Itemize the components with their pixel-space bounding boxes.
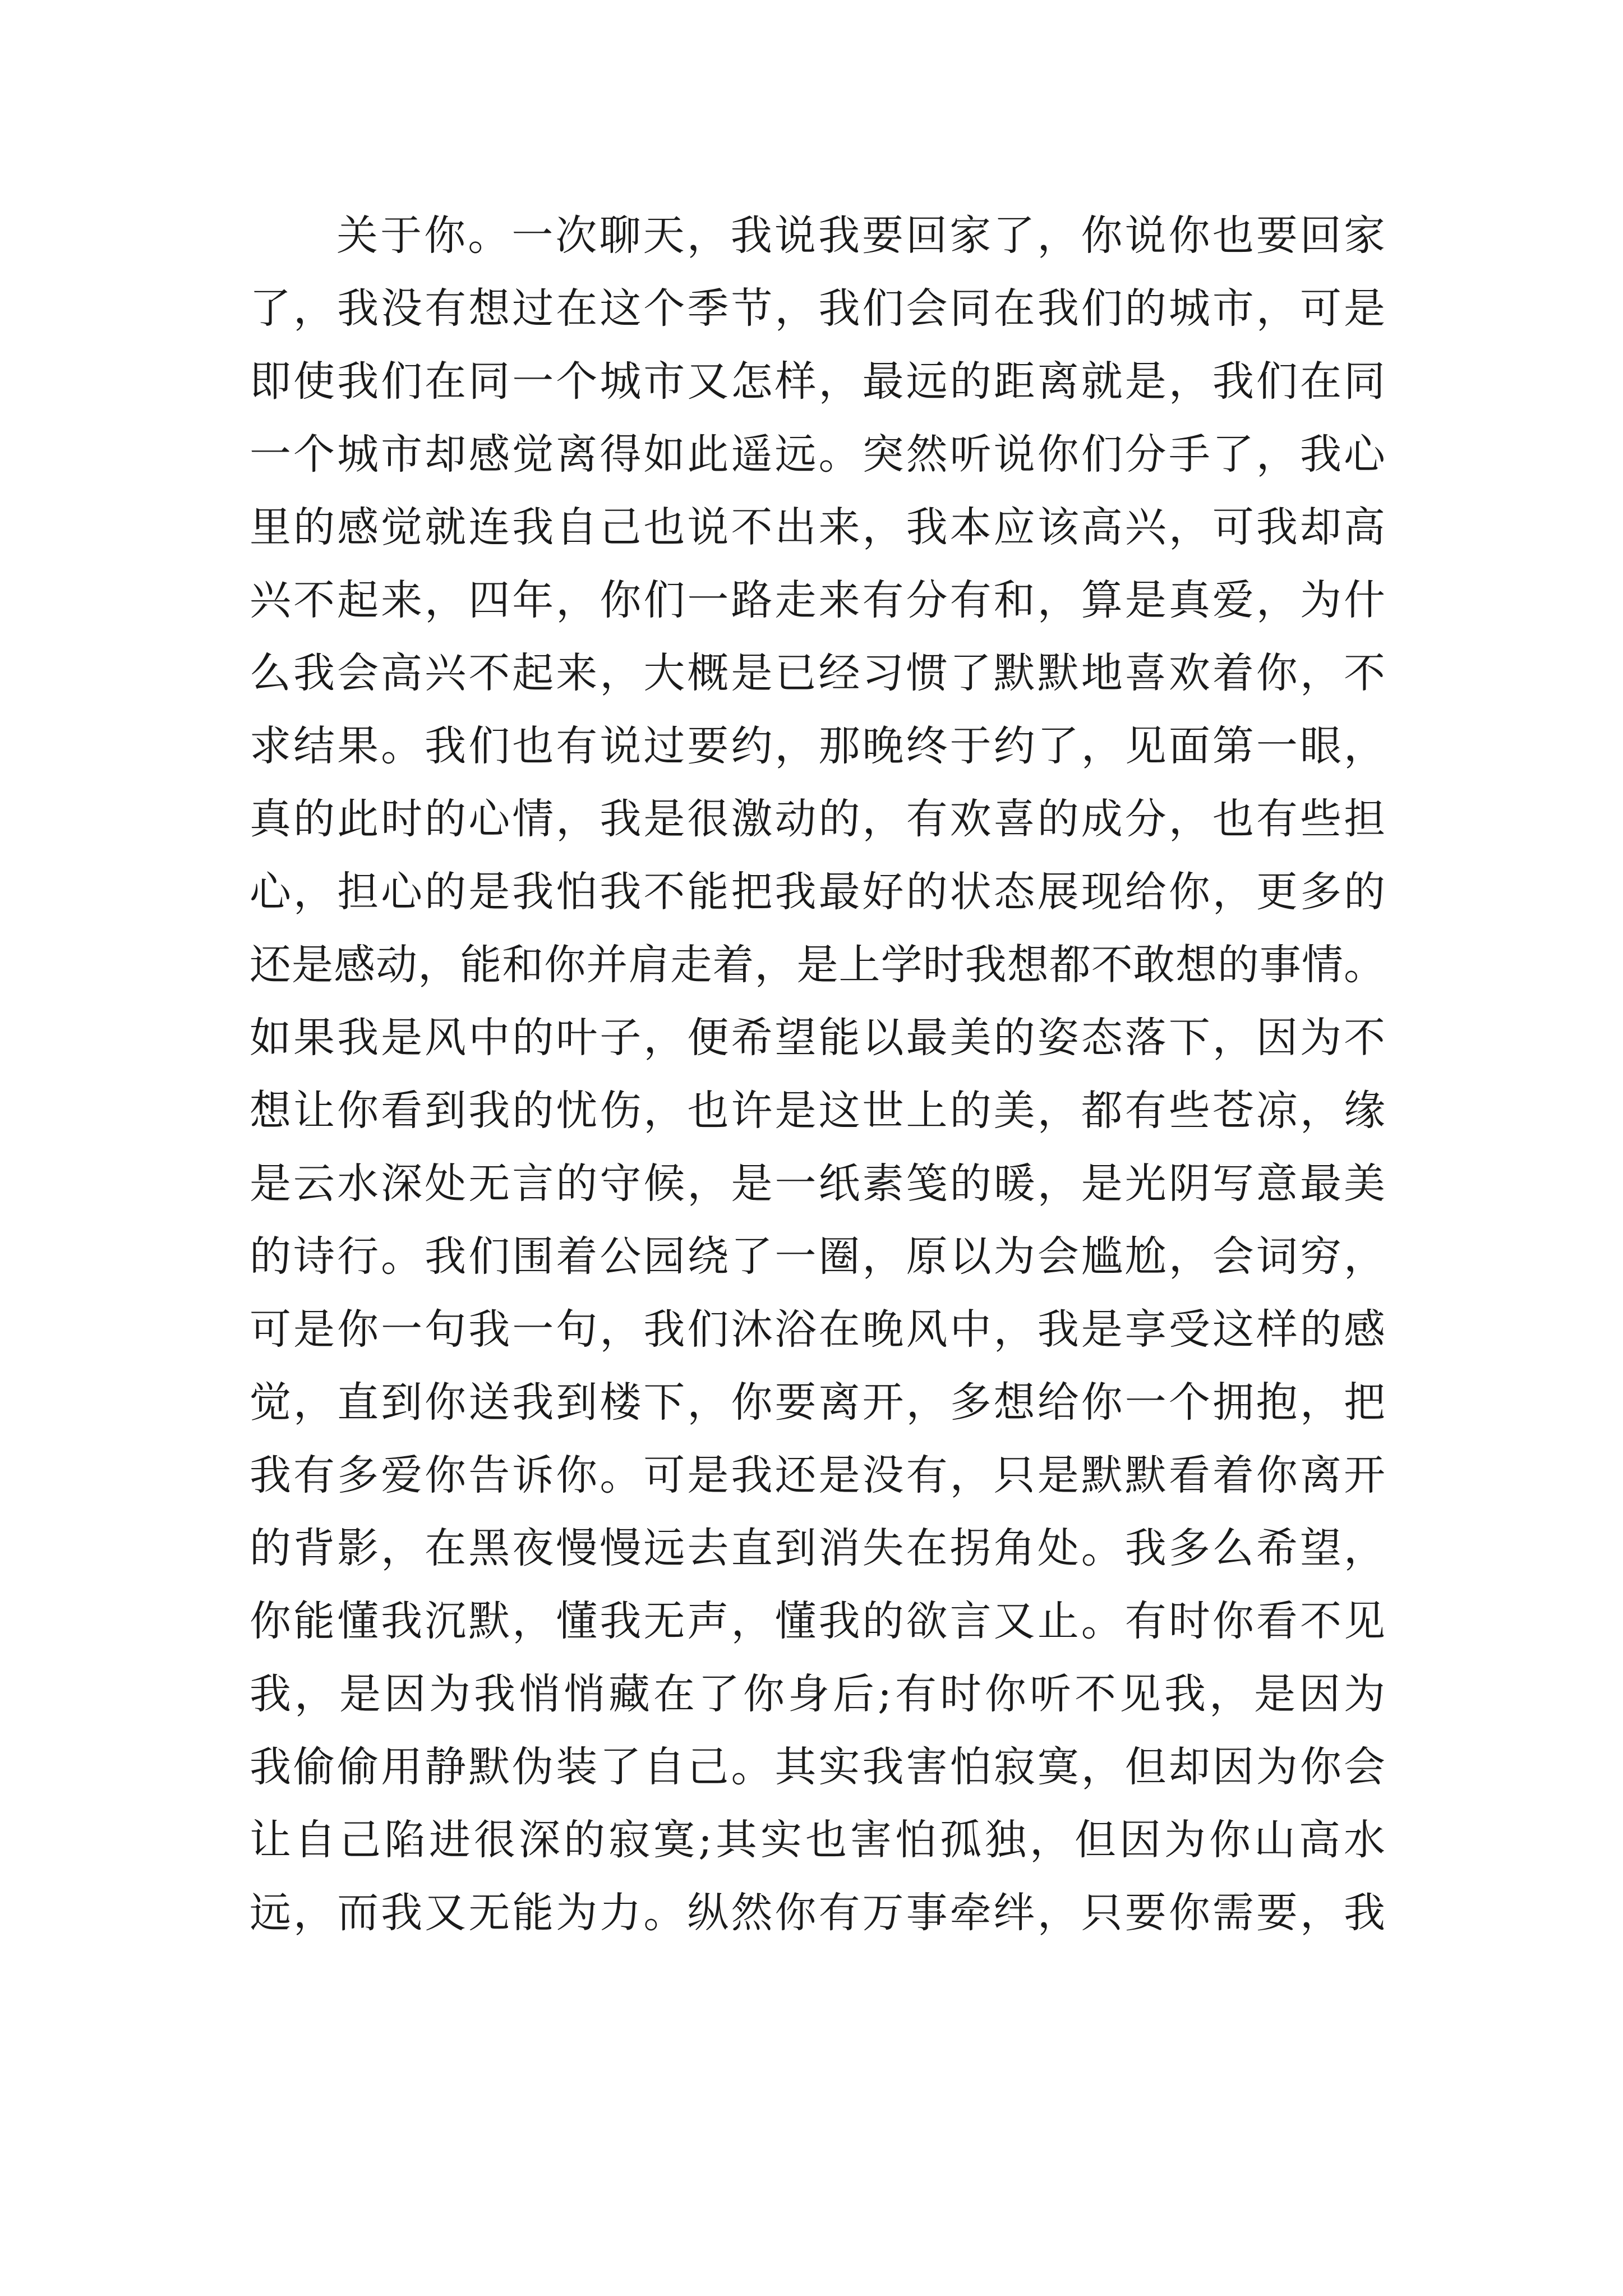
text-line: 是云水深处无言的守候，是一纸素笺的暖，是光阴写意最美	[250, 1159, 1385, 1208]
text-line: 你能懂我沉默，懂我无声，懂我的欲言又止。有时你看不见	[250, 1597, 1385, 1645]
text-line: 一个城市却感觉离得如此遥远。突然听说你们分手了，我心	[250, 430, 1385, 478]
text-line: 么我会高兴不起来，大概是已经习惯了默默地喜欢着你，不	[250, 649, 1385, 697]
text-line: 里的感觉就连我自己也说不出来，我本应该高兴，可我却高	[250, 503, 1385, 551]
text-line: 关于你。一次聊天，我说我要回家了，你说你也要回家	[336, 211, 1385, 260]
text-line: 可是你一句我一句，我们沐浴在晚风中，我是享受这样的感	[250, 1305, 1385, 1354]
text-line: 心，担心的是我怕我不能把我最好的状态展现给你，更多的	[250, 868, 1385, 916]
text-line: 我偷偷用静默伪装了自己。其实我害怕寂寞，但却因为你会	[250, 1743, 1385, 1791]
text-line: 了，我没有想过在这个季节，我们会同在我们的城市，可是	[250, 284, 1385, 333]
text-line: 觉，直到你送我到楼下，你要离开，多想给你一个拥抱，把	[250, 1378, 1385, 1427]
text-line: 还是感动，能和你并肩走着，是上学时我想都不敢想的事情。	[250, 941, 1385, 989]
text-line: 我，是因为我悄悄藏在了你身后;有时你听不见我，是因为	[250, 1670, 1385, 1718]
text-line: 的背影，在黑夜慢慢远去直到消失在拐角处。我多么希望，	[250, 1524, 1385, 1572]
text-line: 兴不起来，四年，你们一路走来有分有和，算是真爱，为什	[250, 576, 1385, 624]
text-line: 的诗行。我们围着公园绕了一圈，原以为会尴尬，会词穷，	[250, 1232, 1385, 1281]
text-line: 求结果。我们也有说过要约，那晚终于约了，见面第一眼，	[250, 722, 1385, 770]
text-line: 想让你看到我的忧伤，也许是这世上的美，都有些苍凉，缘	[250, 1087, 1385, 1135]
text-line: 真的此时的心情，我是很激动的，有欢喜的成分，也有些担	[250, 795, 1385, 843]
text-line: 远，而我又无能为力。纵然你有万事牵绊，只要你需要，我	[250, 1889, 1385, 1937]
text-line: 即使我们在同一个城市又怎样，最远的距离就是，我们在同	[250, 357, 1385, 406]
text-line: 让自己陷进很深的寂寞;其实也害怕孤独，但因为你山高水	[250, 1816, 1385, 1864]
body-paragraph	[250, 199, 1385, 1949]
text-line: 如果我是风中的叶子，便希望能以最美的姿态落下，因为不	[250, 1014, 1385, 1062]
text-line: 我有多爱你告诉你。可是我还是没有，只是默默看着你离开	[250, 1451, 1385, 1499]
